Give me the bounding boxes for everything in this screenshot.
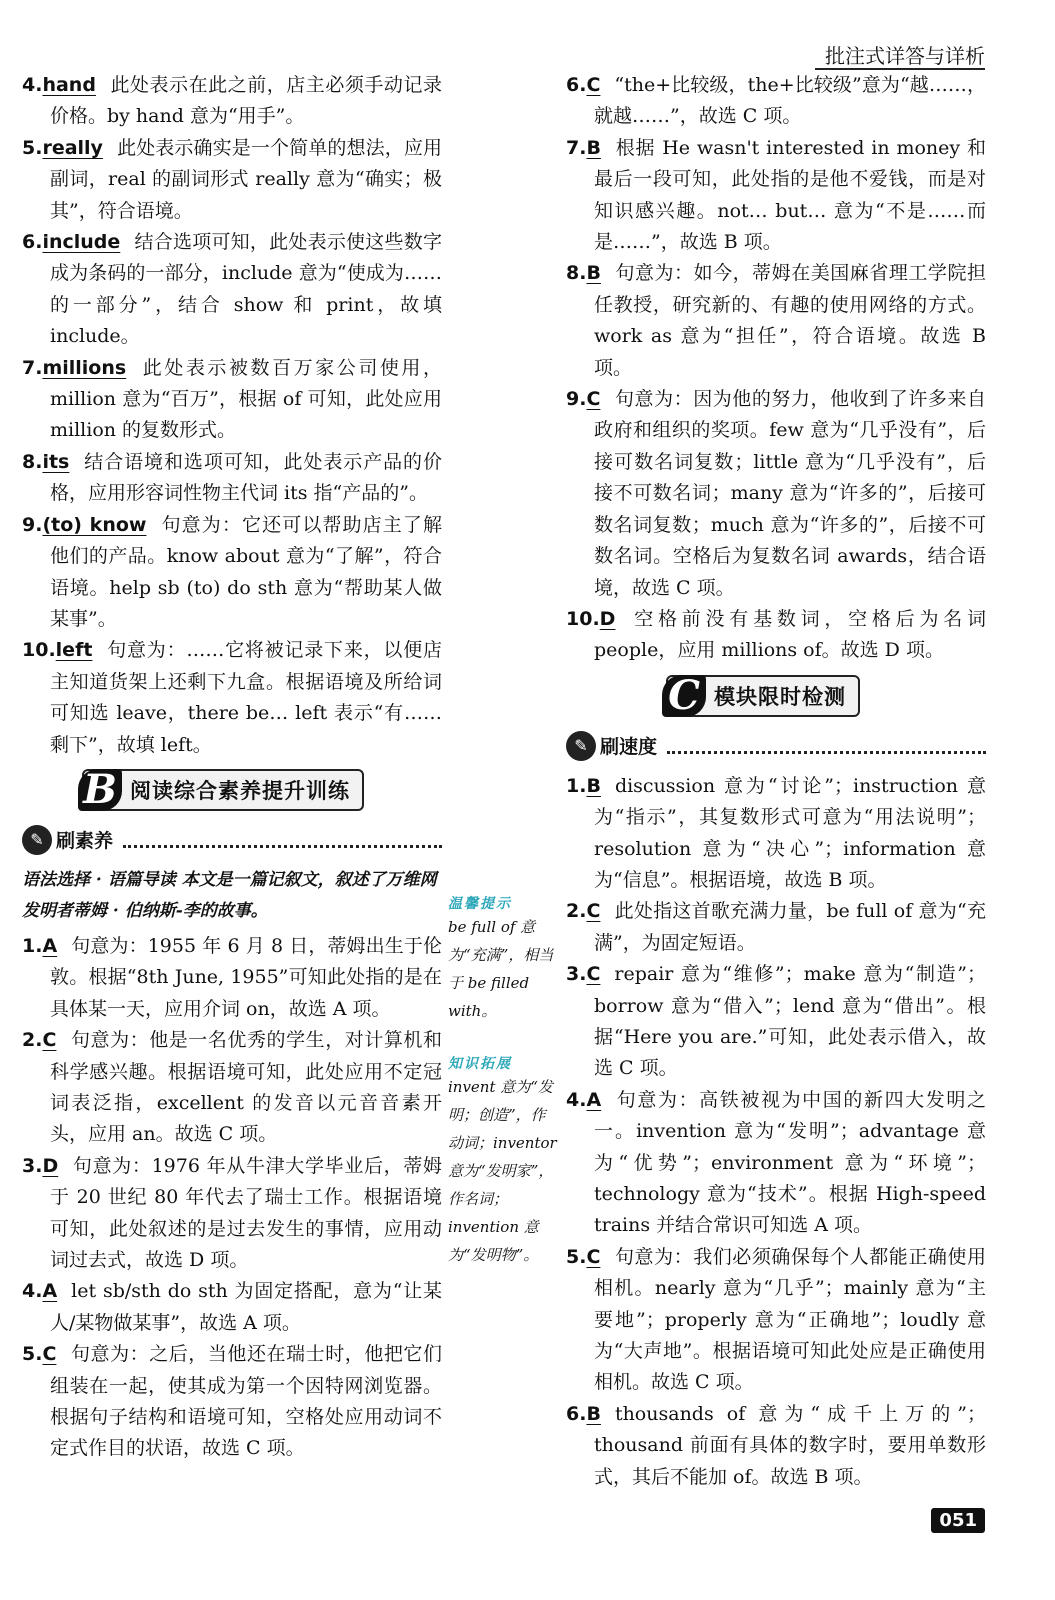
section-b-title: 阅读综合素养提升训练 (130, 777, 350, 803)
item-explanation: 结合语境和选项可知，此处表示产品的价格，应用形容词性物主代词 its 指“产品的”。 (50, 450, 442, 505)
item-answer: C (586, 900, 601, 923)
page-number: 051 (931, 1508, 985, 1533)
pencil-icon: ✎ (566, 731, 596, 761)
item-answer: A (586, 1088, 602, 1111)
item-number: 2. (566, 900, 587, 923)
item-number: 10. (566, 607, 600, 630)
item-number: 8. (566, 262, 587, 285)
answer-item (566, 1242, 986, 1399)
answer-item (22, 1339, 442, 1465)
item-number: 5. (22, 136, 43, 159)
header-title: 批注式详答与详析 (825, 44, 985, 68)
item-answer: D (42, 1154, 59, 1177)
item-number: 8. (22, 450, 43, 473)
tag-b-label: 刷素养 (56, 830, 114, 853)
c-item-list (566, 771, 986, 1493)
item-answer: hand (42, 74, 96, 96)
section-b-banner (82, 766, 364, 814)
item-number: 3. (566, 963, 587, 986)
item-answer: C (586, 388, 601, 411)
item-answer: left (55, 639, 93, 662)
item-answer: B (586, 774, 601, 797)
side-note-title: 知识拓展 (448, 1056, 512, 1072)
item-number: 5. (22, 1343, 43, 1366)
item-number: 4. (566, 1088, 587, 1111)
item-number: 4. (22, 74, 43, 96)
answer-item (566, 133, 986, 259)
answer-item (566, 1399, 986, 1493)
item-explanation: 句意为：高铁被视为中国的新四大发明之一。invention 意为“发明”；advantage 意为“优势”；environment 意为“环境”；technology 意为“技术”。根据 High-speed trains 并结合常识可知选 A 项。 (594, 1088, 986, 1237)
item-explanation: “the+比较级，the+比较级”意为“越……，就越……”，故选 C 项。 (594, 74, 986, 128)
answer-item (22, 635, 442, 761)
item-answer: C (42, 1029, 57, 1052)
answer-item (22, 1151, 442, 1277)
dotted-divider (667, 737, 986, 754)
item-answer: D (599, 607, 616, 630)
answer-item (566, 896, 986, 959)
item-explanation: 句意为：之后，当他还在瑞士时，他把它们组装在一起，使其成为第一个因特网浏览器。根据句子结构和语境可知，空格处应用动词不定式作目的状语，故选 C 项。 (50, 1343, 442, 1460)
item-answer: (to) know (42, 513, 147, 536)
item-explanation: 句意为：因为他的努力，他收到了许多来自政府和组织的奖项。few 意为“几乎没有”，后接可数名词复数；little 意为“几乎没有”，后接不可数名词；many 意为“许多的”，后接可数名词复数；much 意为“许多的”，后接不可数名词。空格后为复数名词 awards，结合语境，故选 C 项。 (594, 388, 986, 599)
item-explanation: 空格前没有基数词，空格后为名词 people，应用 millions of。故选 D 项。 (594, 607, 986, 662)
answer-item (566, 70, 986, 133)
item-explanation: 句意为：如今，蒂姆在美国麻省理工学院担任教授，研究新的、有趣的使用网络的方式。work as 意为“担任”，符合语境。故选 B 项。 (594, 262, 986, 379)
b-item-list (22, 931, 442, 1465)
answer-item (22, 510, 442, 636)
answer-item (22, 70, 442, 133)
answer-item (566, 1085, 986, 1242)
item-number: 5. (566, 1245, 587, 1268)
item-explanation: 此处表示确实是一个简单的想法，应用副词，real 的副词形式 really 意为“确实；极其”，符合语境。 (50, 136, 442, 222)
tag-c-label: 刷速度 (600, 736, 658, 759)
left-item-list (22, 70, 442, 761)
item-explanation: discussion 意为“讨论”；instruction 意为“指示”，其复数形式可意为“用法说明”；resolution 意为“决心”；information 意为“信息”。根据语境，故选 B 项。 (594, 774, 986, 891)
item-answer: B (586, 262, 601, 285)
answer-item (566, 604, 986, 667)
item-explanation: 句意为：1976 年从牛津大学毕业后，蒂姆于 20 世纪 80 年代去了瑞士工作。根据语境可知，此处叙述的是过去发生的事情，应用动词过去式，故选 D 项。 (50, 1154, 442, 1271)
item-number: 9. (566, 388, 587, 411)
item-number: 7. (22, 356, 43, 379)
answer-item (566, 959, 986, 1085)
item-number: 3. (22, 1154, 43, 1177)
item-explanation: 此处表示在此之前，店主必须手动记录价格。by hand 意为“用手”。 (50, 74, 442, 128)
answer-item (22, 447, 442, 510)
item-number: 7. (566, 136, 587, 159)
answer-item (22, 133, 442, 227)
answer-item (566, 771, 986, 897)
item-answer: B (586, 136, 601, 159)
answer-item (566, 258, 986, 384)
answer-item (22, 1276, 442, 1339)
item-explanation: 此处表示被数百万家公司使用，million 意为“百万”，根据 of 可知，此处应用 million 的复数形式。 (50, 356, 442, 442)
item-answer: millions (42, 356, 127, 379)
section-c-title: 模块限时检测 (714, 683, 846, 709)
item-number: 1. (566, 774, 587, 797)
item-explanation: 句意为：它还可以帮助店主了解他们的产品。know about 意为“了解”，符合语境。help sb (to) do sth 意为“帮助某人做某事”。 (50, 513, 442, 630)
right-column (566, 70, 986, 1493)
side-note-text: be full of 意为“充满”，相当于 be filled with。 (448, 918, 554, 1020)
item-explanation: 句意为：我们必须确保每个人都能正确使用相机。nearly 意为“几乎”；mainly 意为“主要地”；properly 意为“正确地”；loudly 意为“大声地”。根据语境可知此处应是正确使用相机。故选 C 项。 (594, 1245, 986, 1394)
answer-item (22, 227, 442, 353)
item-answer: A (42, 934, 58, 957)
item-explanation: thousands of 意为“成千上万的”；thousand 前面有具体的数字时，要用单数形式，其后不能加 of。故选 B 项。 (594, 1402, 986, 1488)
side-note-title: 温馨提示 (448, 896, 512, 912)
item-number: 4. (22, 1280, 43, 1303)
item-number: 6. (566, 74, 587, 96)
tag-c (566, 731, 986, 761)
item-number: 9. (22, 513, 43, 536)
answer-item (22, 353, 442, 447)
tag-b (22, 825, 442, 855)
item-answer: B (586, 1402, 601, 1425)
section-b-letter: B (78, 769, 122, 811)
item-answer: really (42, 136, 103, 159)
item-answer: C (42, 1343, 57, 1366)
item-number: 1. (22, 934, 43, 957)
item-explanation: 句意为：……它将被记录下来，以便店主知道货架上还剩下九盒。根据语境及所给词可知选 leave，there be… left 表示“有……剩下”，故填 left。 (50, 639, 442, 756)
item-explanation: 句意为：1955 年 6 月 8 日，蒂姆出生于伦敦。根据“8th June, 1955”可知此处指的是在具体某一天，应用介词 on，故选 A 项。 (50, 934, 442, 1020)
dotted-divider (123, 831, 442, 848)
pencil-icon: ✎ (22, 825, 52, 855)
side-notes (448, 893, 560, 1297)
item-answer: C (586, 963, 601, 986)
item-number: 6. (566, 1402, 587, 1425)
item-explanation: let sb/sth do sth 为固定搭配，意为“让某人/某物做某事”，故选 A 项。 (50, 1280, 442, 1334)
item-number: 6. (22, 231, 43, 254)
item-explanation: 句意为：他是一名优秀的学生，对计算机和科学感兴趣。根据语境可知，此处应用不定冠词表泛指，excellent 的发音以元音音素开头，应用 an。故选 C 项。 (50, 1029, 442, 1146)
left-column (22, 70, 442, 1465)
section-c-banner (666, 672, 860, 720)
item-number: 10. (22, 639, 56, 662)
answer-item (566, 384, 986, 604)
item-explanation: 此处指这首歌充满力量，be full of 意为“充满”，为固定短语。 (594, 900, 986, 954)
item-answer: A (42, 1280, 58, 1303)
answer-item (22, 1025, 442, 1151)
item-answer: C (586, 74, 601, 96)
item-explanation: 根据 He wasn't interested in money 和最后一段可知，此处指的是他不爱钱，而是对知识感兴趣。not… but… 意为“不是……而是……”，故选 B 项。 (594, 136, 986, 254)
section-c-letter: C (662, 675, 706, 717)
item-answer: include (42, 231, 121, 254)
answer-item (22, 931, 442, 1025)
item-answer: C (586, 1245, 601, 1268)
right-item-list (566, 70, 986, 667)
item-explanation: repair 意为“维修”；make 意为“制造”；borrow 意为“借入”；lend 意为“借出”。根据“Here you are.”可知，此处表示借入，故选 C 项。 (594, 963, 986, 1080)
side-note-text: invent 意为“发明；创造”，作动词；inventor 意为“发明家”，作名词；invention 意为“发明物”。 (448, 1078, 557, 1264)
item-explanation: 结合选项可知，此处表示使这些数字成为条码的一部分，include 意为“使成为……的一部分”，结合 show 和 print，故填 include。 (50, 231, 442, 348)
reading-intro: 语法选择 · 语篇导读 本文是一篇记叙文，叙述了万维网发明者蒂姆 · 伯纳斯-李的故事。 (22, 869, 437, 921)
item-answer: its (42, 450, 70, 473)
item-number: 2. (22, 1029, 43, 1052)
